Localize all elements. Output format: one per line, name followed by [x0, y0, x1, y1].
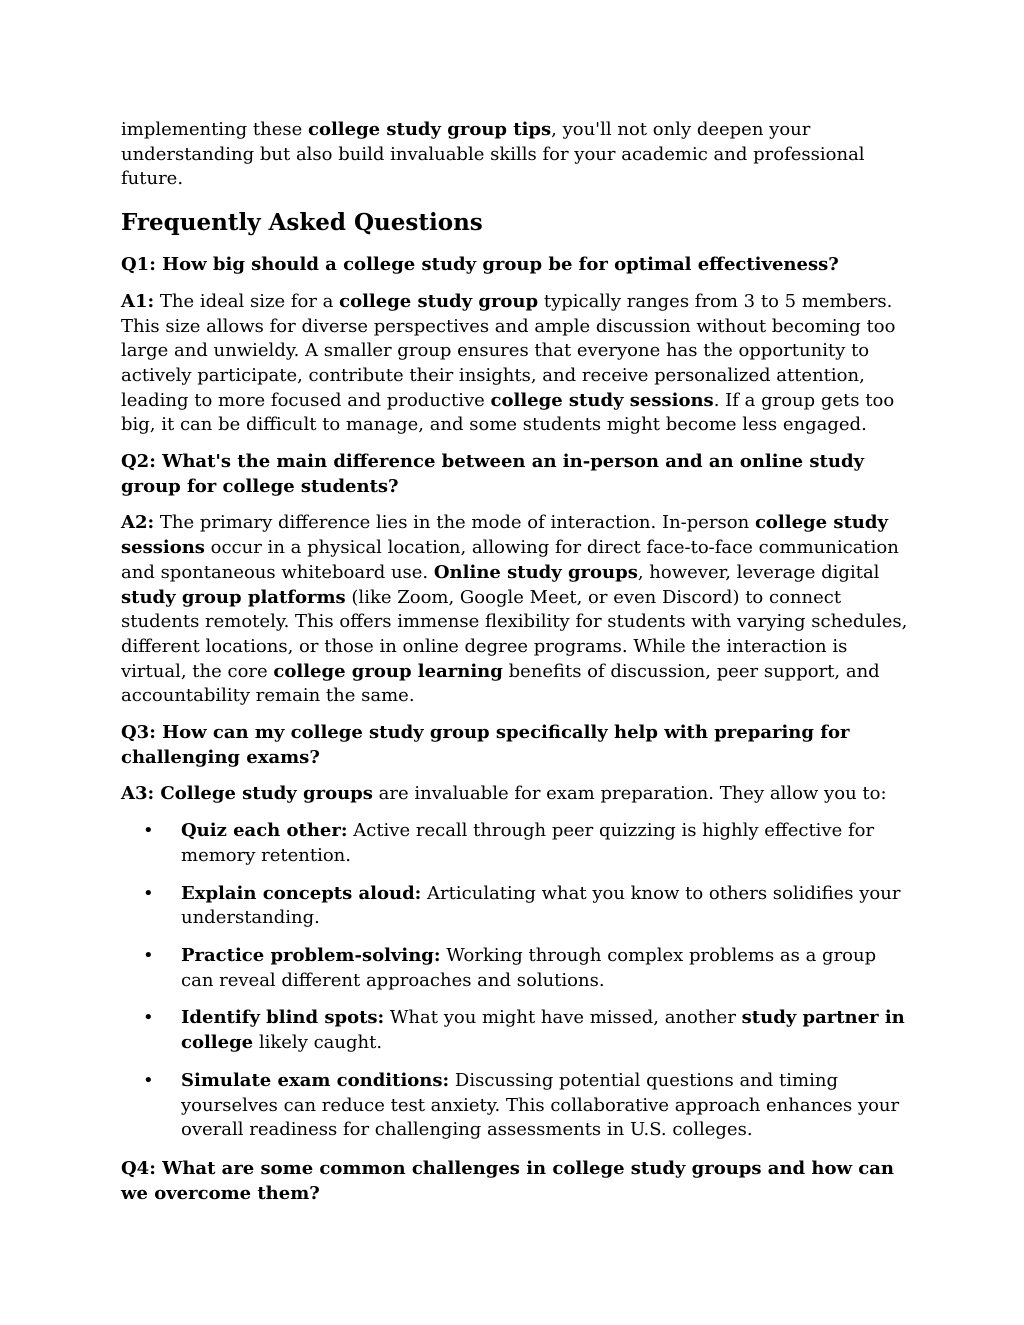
bullet-icon: • — [143, 1007, 154, 1029]
answer-1-text-3: . If a group gets too big, it can be difficult to manage, and some students might become less engaged. — [121, 389, 895, 436]
list-item-title: Simulate exam conditions: — [181, 1069, 450, 1091]
list-item — [121, 882, 911, 931]
faq-answer-3 — [121, 782, 911, 807]
answer-2-label: A2: — [121, 512, 155, 534]
intro-text-2: , you'll not only deepen your understanding but also build invaluable skills for your academic and professional future. — [121, 119, 865, 190]
list-item — [121, 819, 911, 868]
bullet-icon: • — [143, 1069, 154, 1091]
answer-3-keyword-1: College study groups — [154, 783, 373, 805]
list-item-text: Discussing potential questions and timing yourselves can reduce test anxiety. This collaborative approach enhances your overall readiness for challenging assessments in U.S. colleges. — [181, 1069, 900, 1141]
bullet-icon: • — [143, 944, 154, 966]
answer-1-keyword-1: college study group — [339, 290, 539, 312]
list-item-text: Active recall through peer quizzing is highly effective for memory retention. — [181, 820, 875, 866]
answer-2-keyword-1: college study sessions — [121, 512, 888, 559]
document-page — [121, 118, 911, 1218]
list-item — [121, 944, 911, 993]
faq-question-4: Q4: What are some common challenges in college study groups and how can we overcome them? — [121, 1157, 894, 1204]
exam-tips-list — [121, 819, 911, 1143]
faq-question-2: Q2: What's the main difference between an in-person and an online study group for college students? — [121, 451, 864, 497]
list-item — [121, 1006, 911, 1055]
intro-keyword: college study group tips — [308, 119, 552, 140]
faq-answer-2 — [121, 511, 911, 709]
list-item-text: Articulating what you know to others solidifies your understanding. — [181, 882, 901, 929]
bullet-icon: • — [143, 820, 154, 842]
answer-1-label: A1: — [121, 290, 155, 312]
answer-1-keyword-2: college study sessions — [490, 389, 714, 411]
answer-2-text-1: The primary difference lies in the mode of interaction. In-person — [154, 512, 755, 534]
answer-3-text-1: are invaluable for exam preparation. They allow you to: — [372, 783, 887, 805]
answer-2-text-5: benefits of discussion, peer support, and accountability remain the same. — [121, 660, 880, 707]
list-item-text: What you might have missed, another — [384, 1007, 742, 1029]
intro-text-1: implementing these — [121, 119, 308, 140]
list-item-title: Quiz each other: — [181, 820, 348, 842]
list-item-title: Practice problem-solving: — [181, 944, 441, 966]
answer-2-text-4: (like Zoom, Google Meet, or even Discord) to connect students remotely. This offers immense flexibility for students with varying schedules, different locations, or those in online degree programs. While the interaction is virtual, the core — [121, 586, 908, 682]
list-item-title: Identify blind spots: — [181, 1007, 385, 1029]
list-item-title: Explain concepts aloud: — [181, 882, 422, 904]
answer-2-text-2: occur in a physical location, allowing for direct face-to-face communication and spontaneous whiteboard use. — [121, 537, 899, 583]
intro-paragraph — [121, 118, 911, 192]
list-item-text-2: likely caught. — [253, 1032, 383, 1054]
answer-2-keyword-2: Online study groups — [433, 561, 638, 583]
answer-2-keyword-3: study group platforms — [121, 586, 346, 608]
list-item-keyword: study partner in college — [181, 1007, 905, 1054]
answer-2-keyword-4: college group learning — [273, 660, 503, 682]
answer-1-text-2: typically ranges from 3 to 5 members. This size allows for diverse perspectives and ample discussion without becoming too large and unwieldy. A smaller group ensures that everyone has the opportunity to actively participate, contribute their insights, and receive personalized attention, leading to more focused and productive — [121, 290, 896, 411]
faq-question-1: Q1: How big should a college study group be for optimal effectiveness? — [121, 254, 839, 276]
answer-1-text-1: The ideal size for a — [154, 290, 340, 312]
list-item — [121, 1069, 911, 1143]
answer-3-label: A3: — [121, 783, 155, 805]
list-item-text: Working through complex problems as a group can reveal different approaches and solutions. — [181, 944, 877, 991]
faq-answer-1 — [121, 290, 911, 438]
answer-2-text-3: , however, leverage digital — [637, 561, 880, 583]
faq-heading: Frequently Asked Questions — [121, 209, 483, 237]
faq-question-3: Q3: How can my college study group specifically help with preparing for challenging exams? — [121, 722, 850, 768]
bullet-icon: • — [143, 882, 154, 904]
